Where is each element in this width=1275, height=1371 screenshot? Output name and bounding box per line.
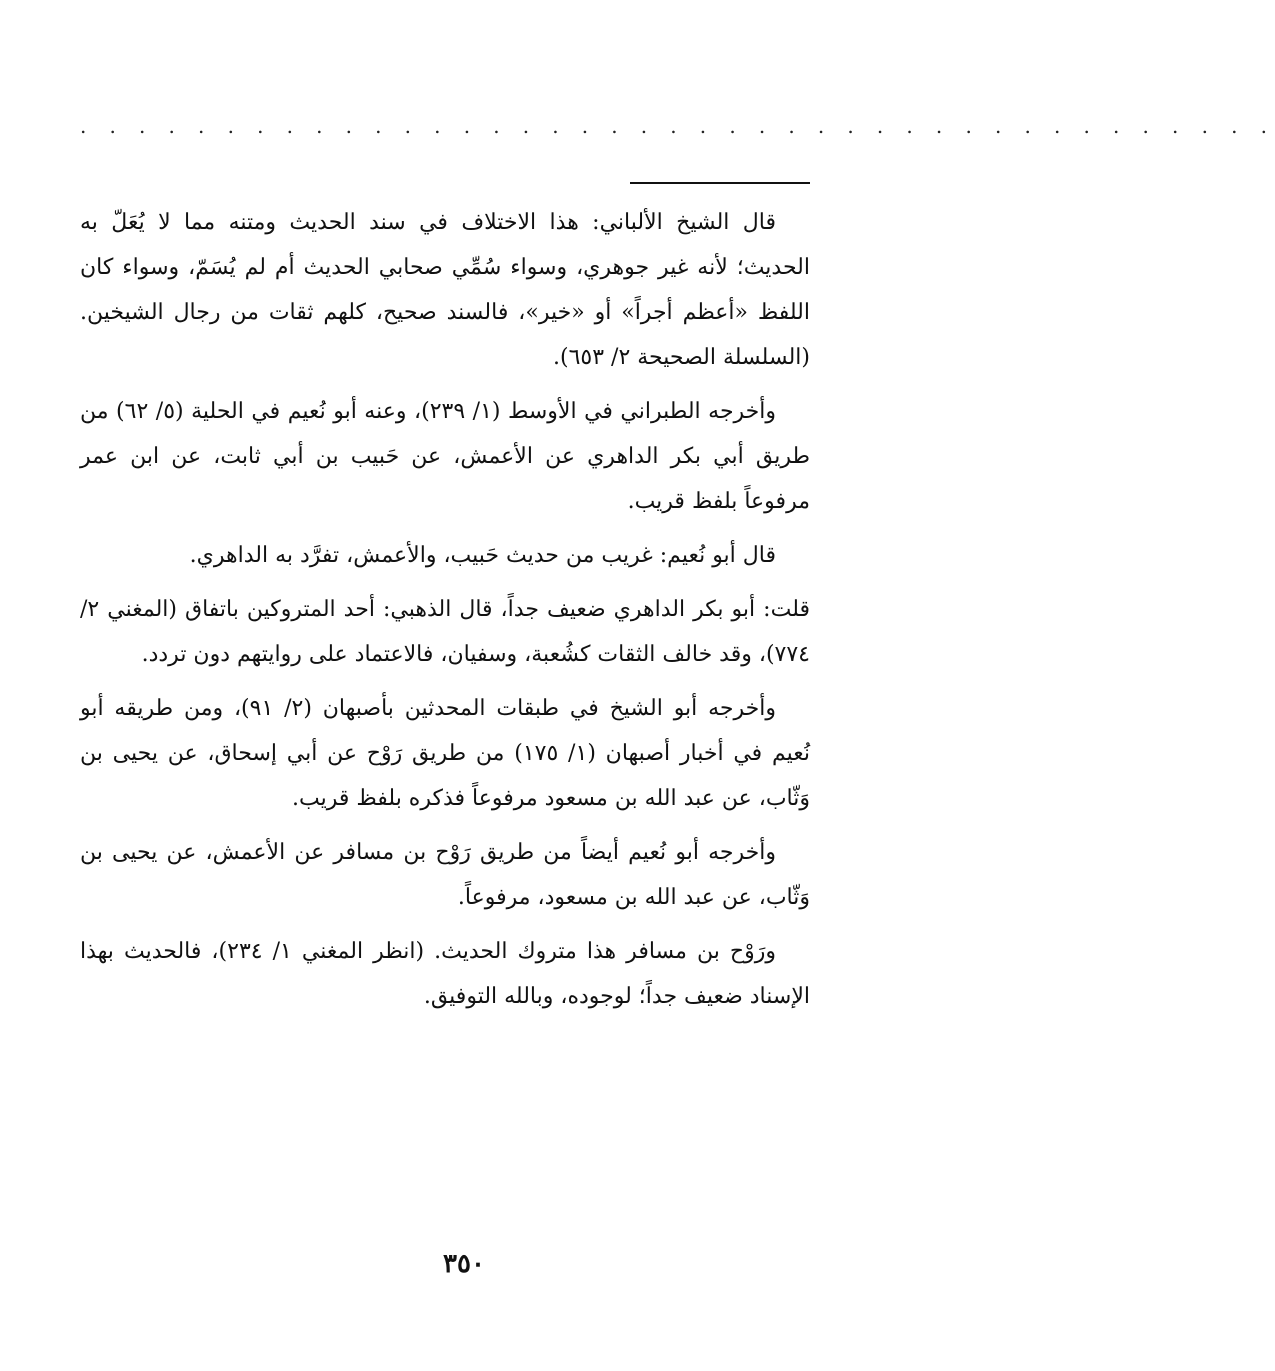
footnote-text — [80, 200, 810, 1019]
paragraph-tabarani: وأخرجه الطبراني في الأوسط (١/ ٢٣٩)، وعنه أبو نُعيم في الحلية (٥/ ٦٢) من طريق أبي بكر الداهري عن الأعمش، عن حَبيب بن أبي ثابت، عن ابن عمر مرفوعاً بلفظ قريب. — [80, 399, 811, 514]
paragraph-abu-nuaim-again: وأخرجه أبو نُعيم أيضاً من طريق رَوْح بن مسافر عن الأعمش، عن يحيى بن وَثّاب، عن عبد الله بن مسعود، مرفوعاً. — [80, 840, 810, 910]
dotted-separator: . . . . . . . . . . . . . . . . . . . . . . . . . . . . . . . . . . . . . . . . . — [80, 114, 1275, 138]
paragraph-abu-shaykh: وأخرجه أبو الشيخ في طبقات المحدثين بأصبهان (٢/ ٩١)، ومن طريقه أبو نُعيم في أخبار أصبهان (١/ ١٧٥) من طريق رَوْح عن أبي إسحاق، عن يحيى بن وَثّاب، عن عبد الله بن مسعود مرفوعاً فذكره بلفظ قريب. — [80, 696, 810, 811]
paragraph-albani-comment: قال الشيخ الألباني: هذا الاختلاف في سند الحديث ومتنه مما لا يُعَلّ به الحديث؛ لأنه غير جوهري، وسواء سُمِّي صحابي الحديث أم لم يُسَمّ، وسواء كان اللفظ «أعظم أجراً» أو «خير»، فالسند صحيح، كلهم ثقات من رجال الشيخين. (السلسلة الصحيحة ٢/ ٦٥٣). — [80, 210, 810, 370]
page-number: ٣٥٠ — [443, 1249, 485, 1279]
footnote-rule — [630, 182, 810, 184]
paragraph-abu-nuaim: قال أبو نُعيم: غريب من حديث حَبيب، والأعمش، تفرَّد به الداهري. — [189, 543, 776, 568]
paragraph-rawh: ورَوْح بن مسافر هذا متروك الحديث. (انظر المغني ١/ ٢٣٤)، فالحديث بهذا الإسناد ضعيف جداً؛ لوجوده، وبالله التوفيق. — [80, 939, 810, 1009]
paragraph-qultu: قلت: أبو بكر الداهري ضعيف جداً، قال الذهبي: أحد المتروكين باتفاق (المغني ٢/ ٧٧٤)، وقد خالف الثقات كشُعبة، وسفيان، فالاعتماد على روايتهم دون تردد. — [80, 597, 810, 667]
